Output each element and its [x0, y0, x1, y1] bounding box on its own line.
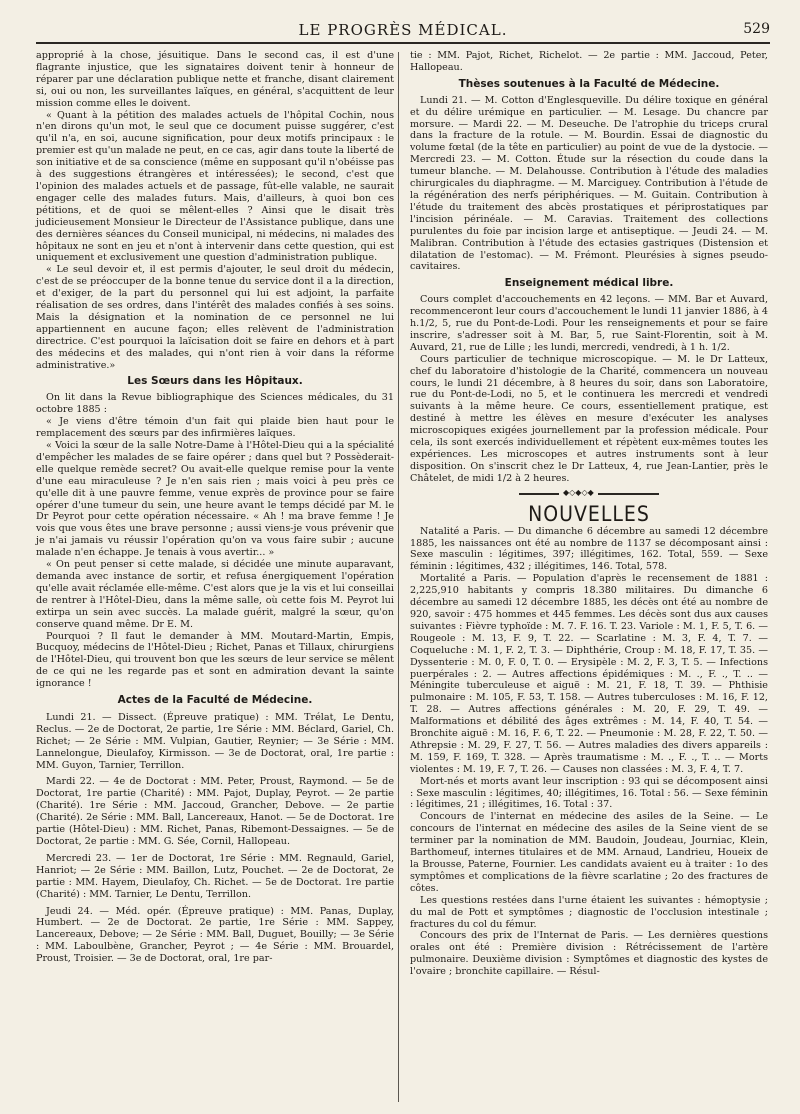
paragraph: « Voici la sœur de la salle Notre-Dame à l'Hôtel-Dieu qui a la spécialité d'empêcher les malades de se faire opérer ; dans quel but ? Possèderait-elle quelque remède secret? Ou avait-elle quelque remise pour la vente d'une eau miraculeuse ? Je n'en sais rien ; mais voici à peu près ce qu'elle dit à une pauvre femme, venue exprès de province pour se faire opérer d'une tumeur du sein, une heure avant le temps décidé par M. le Dr Peyrot pour cette opération nécessaire. « Ah ! ma brave femme ! Je vois que vous êtes une brave personne ; aussi viens-je vous prévenir que je n'ai jamais vu réussir l'opération qu'on va vous faire subir ; aucune malade n'en échappe. Je tenais à vous avertir... » — [36, 440, 394, 559]
paragraph: Cours particulier de technique microscopique. — M. le Dr Latteux, chef du laboratoire d'histologie de la Charité, commencera un nouveau cours, le lundi 21 décembre, à 8 heures du soir, dans son Laboratoire, rue du Pont-de-Lodi, no 5, et le continuera les mercredi et vendredi suivants à la même heure. Ce cours, essentiellement pratique, est destiné à mettre les élèves en mesure d'exécuter les analyses microscopiques exigées journellement par la profession médicale. Pour cela, ils sont exercés individuellement et répètent eux-mêmes toutes les expériences. Les microscopes et autres instruments sont à leur disposition. On s'inscrit chez le Dr Latteux, 4, rue Jean-Lantier, près le Châtelet, de midi 1/2 à 2 heures. — [410, 353, 768, 484]
section-heading-theses: Thèses soutenues à la Faculté de Médecine. — [458, 77, 720, 90]
news-item: Concours des prix de l'Internat de Paris. — Les dernières questions orales ont été : Première division : Rétrécissement de l'artère pulmonaire. Deuxième division : Symptômes et diagnostic des kystes de l'ovaire ; bronchite capillaire. — Résul- — [410, 930, 768, 978]
section-heading-actes: Actes de la Faculté de Médecine. — [117, 694, 313, 707]
column-divider — [398, 52, 399, 1102]
paragraph: On lit dans la Revue bibliographique des Sciences médicales, du 31 octobre 1885 : — [36, 392, 394, 416]
paragraph: « Quant à la pétition des malades actuels de l'hôpital Cochin, nous n'en dirons qu'un mot, le seul que ce document puisse suggérer, c'est qu'il n'a, en soi, aucune signification, pour deux motifs principaux : le premier est qu'un malade ne peut, en ce cas, agir dans toute la liberté de son initiative et de sa conscience (même en supposant qu'il n'obéisse pas à des suggestions étrangères et intéressées); le second, c'est que l'opinion des malades actuels et de passage, fût-elle valable, ne saurait engager celle des malades futurs. Mais, d'ailleurs, à quoi bon ces pétitions, et de quoi se mêlent-elles ? Ainsi que le disait très judicieusement Monsieur le Directeur de l'Assistance publique, dans une des dernières séances du Conseil municipal, ni médecins, ni malades des hôpitaux ne sont en jeu et n'ont à intervenir dans cette question, qui est uniquement et exclusivement une question d'administration publique. — [36, 109, 394, 264]
news-item: Les questions restées dans l'urne étaient les suivantes : hémoptysie ; du mal de Pott et symptômes ; diagnostic de l'occlusion intestinale ; fractures du col du fémur. — [410, 894, 768, 930]
section-heading-nouvelles: NOUVELLES — [528, 501, 650, 526]
news-item: Natalité a Paris. — Du dimanche 6 décembre au samedi 12 décembre 1885, les naissances ont été au nombre de 1137 se décomposant ainsi : Sexe masculin : légitimes, 397; illégitimes, 162. Total, 559. — Sexe féminin : légitimes, 432 ; illégitimes, 146. Total, 578. — [410, 525, 768, 573]
exam-entry: Mercredi 23. — 1er de Doctorat, 1re Série : MM. Regnauld, Gariel, Hanriot; — 2e Série : MM. Baillon, Lutz, Pouchet. — 2e de Doctorat, 2e partie : MM. Hayem, Dieulafoy, Ch. Richet. — 5e de Doctorat. 1re partie (Charité) : MM. Tarnier, Le Dentu, Terrillon. — [36, 852, 394, 900]
paragraph: Pourquoi ? Il faut le demander à MM. Moutard-Martin, Empis, Bucquoy, médecins de l'Hôtel-Dieu ; Richet, Panas et Tillaux, chirurgiens de l'Hôtel-Dieu, qui trouvent bon que les sœurs de leur service se mêlent de ce qui ne les regarde pas et sont en admiration devant la sainte ignorance ! — [36, 630, 394, 690]
exam-entry: Jeudi 24. — Méd. opér. (Épreuve pratique) : MM. Panas, Duplay, Humbert. — 2e de Doctorat. 2e partie, 1re Série : MM. Sappey, Lancereaux, Debove; — 2e Série : MM. Ball, Duguet, Bouilly; — 3e Série : MM. Laboulbène, Grancher, Peyrot ; — 4e Série : MM. Brouardel, Proust, Troisier. — 3e de Doctorat, oral, 1re par- — [36, 905, 394, 965]
paragraph: approprié à la chose, jésuitique. Dans le second cas, il est d'une flagrante injustice, que les signataires doivent tenir à honneur de réparer par une déclaration publique nette et franche, disant clairement si, oui ou non, les surveillantes laïques, en général, s'acquittent de leur mission comme elles le doivent. — [36, 50, 394, 109]
left-column — [36, 50, 394, 965]
exam-entry: Mardi 22. — 4e de Doctorat : MM. Peter, Proust, Raymond. — 5e de Doctorat, 1re partie (Charité) : MM. Pajot, Duplay, Peyrot. — 2e partie (Charité). 1re Série : MM. Jaccoud, Grancher, Debove. — 2e partie (Charité). 2e Série : MM. Ball, Lancereaux, Hanot. — 5e de Doctorat. 1re partie (Hôtel-Dieu) : MM. Richet, Panas, Ribemont-Dessaignes. — 5e de Doctorat, 2e partie : MM. G. Sée, Cornil, Hallopeau. — [36, 776, 394, 847]
paragraph: « On peut penser si cette malade, si décidée une minute auparavant, demanda avec instance de sortir, et refusa énergiquement l'opération qu'elle avait réclamée elle-même. C'est alors que je la vis et lui conseillai de rentrer à l'Hôtel-Dieu, dans la même salle, où cette fois M. Peyrot lui extirpa un sein avec succès. La malade guérit, malgré la sœur, qu'on conserve quand même. Dr E. M. — [36, 559, 394, 630]
page-header — [36, 18, 770, 44]
paragraph: « Je viens d'être témoin d'un fait qui plaide bien haut pour le remplacement des sœurs par des infirmières laïques. — [36, 416, 394, 440]
paragraph: « Le seul devoir et, il est permis d'ajouter, le seul droit du médecin, c'est de se préoccuper de la bonne tenue du service dont il a la direction, et d'exiger, de la part du personnel qui lui est adjoint, la parfaite réalisation de ses ordres, dans l'intérêt des malades confiés à ses soins. Mais la désignation et la nomination de ce personnel ne lui appartiennent en aucune façon; elles relèvent de l'administration directrice. C'est pourquoi la laïcisation doit se faire en dehors et à part des médecins et des malades, qui n'ont rien à voir dans la réforme administrative.» — [36, 264, 394, 371]
news-item: Mort-nés et morts avant leur inscription : 93 qui se décomposent ainsi : Sexe masculin : légitimes, 40; illégitimes, 16. Total : 56. — Sexe féminin : légitimes, 21 ; illégitimes, 16. Total : 37. — [410, 775, 768, 811]
ornament-divider — [519, 493, 659, 503]
paragraph: Cours complet d'accouchements en 42 leçons. — MM. Bar et Auvard, recommenceront leur cours d'accouchement le lundi 11 janvier 1886, à 4 h.1/2, 5, rue du Pont-de-Lodi. Pour les renseignements et pour se faire inscrire, s'adresser soit à M. Bar, 5, rue Saint-Florentin, soit à M. Auvard, 21, rue de Lille ; les lundi, mercredi, vendredi, à 1 h. 1/2. — [410, 294, 768, 353]
paragraph: tie : MM. Pajot, Richet, Richelot. — 2e partie : MM. Jaccoud, Peter, Hallopeau. — [410, 50, 768, 73]
paragraph: Lundi 21. — M. Cotton d'Englesqueville. Du délire toxique en général et du délire urémique en particulier. — M. Lesage. Du chancre par morsure. — Mardi 22. — M. Deseuche. De l'atrophie du triceps crural dans la fracture de la rotule. — M. Bourdin. Essai de diagnostic du volume fœtal (de la tête en particulier) au point de vue de la dystocie. — Mercredi 23. — M. Cotton. Étude sur la résection du coude dans la tumeur blanche. — M. Delahousse. Contribution à l'étude des maladies chirurgicales du diaphragme. — M. Marciguey. Contribution à l'étude de la régénération des nerfs périphériques. — M. Guitain. Contribution à l'étude du traitement des abcès prostatiques et périprostatiques par l'incision périnéale. — M. Caravias. Traitement des collections purulentes du foie par incision large et antiseptique. — Jeudi 24. — M. Malibran. Contribution à l'étude des ectasies gastriques (Distension et dilatation de l'estomac). — M. Frémont. Pleurésies à signes pseudo-cavitaires. — [410, 94, 768, 273]
journal-title: LE PROGRÈS MÉDICAL. — [298, 21, 508, 39]
news-item: Concours de l'internat en médecine des asiles de la Seine. — Le concours de l'internat en médecine des asiles de la Seine vient de se terminer par la nomination de MM. Baudoin, Joudeau, Journiac, Klein, Barthomeuf, internes titulaires et de MM. Arnaud, Landrieu, Houeix de la Brousse, Paterne, Fournier. Les candidats avaient eu à traiter : 1o des symptômes et complications de la fièvre scarlatine ; 2o des fractures de côtes. — [410, 811, 768, 894]
section-heading-soeurs: Les Sœurs dans les Hôpitaux. — [127, 375, 303, 388]
section-heading-enseignement: Enseignement médical libre. — [504, 277, 674, 290]
news-item: Mortalité a Paris. — Population d'après le recensement de 1881 : 2,225,910 habitants y compris 18.380 militaires. Du dimanche 6 décembre au samedi 12 décembre 1885, les décès ont été au nombre de 920, savoir : 475 hommes et 445 femmes. Les décès sont dus aux causes suivantes : Fièvre typhoïde : M. 7. F. 16. T. 23. Variole : M. 1, F. 5, T. 6. — Rougeole : M. 13, F. 9, T. 22. — Scarlatine : M. 3, F. 4, T. 7. — Coqueluche : M. 1, F. 2, T. 3. — Diphthérie, Croup : M. 18, F. 17, T. 35. — Dyssenterie : M. 0, F. 0, T. 0. — Erysipèle : M. 2, F. 3, T. 5. — Infections puerpérales : 2. — Autres affections épidémiques : M. ., F. ., T. .. — Méningite tuberculeuse et aiguë : M. 21, F. 18, T. 39. — Phthisie pulmonaire : M. 105, F. 53, T. 158. — Autres tuberculoses : M. 16, F. 12, T. 28. — Autres affections générales : M. 20, F. 29, T. 49. — Malformations et débilité des âges extrêmes : M. 14, F. 40, T. 54. — Bronchite aiguë : M. 16, F. 6, T. 22. — Pneumonie : M. 28, F. 22, T. 50. — Athrepsie : M. 29, F. 27, T. 56. — Autres maladies des divers appareils : M. 159, F. 169, T. 328. — Après traumatisme : M. ., F. ., T. .. — Morts violentes : M. 19, F. 7, T. 26. — Causes non classées : M. 3, F. 4, T. 7. — [410, 573, 768, 775]
exam-entry: Lundi 21. — Dissect. (Épreuve pratique) : MM. Trélat, Le Dentu, Reclus. — 2e de Doctorat, 2e partie, 1re Série : MM. Béclard, Gariel, Ch. Richet; — 2e Série : MM. Vulpian, Gautier, Reynier; — 3e Série : MM. Lannelongue, Dieulafoy, Kirmisson. — 3e de Doctorat, oral, 1re partie : MM. Guyon, Tarnier, Terrillon. — [36, 711, 394, 771]
right-column — [410, 50, 768, 978]
page-number: 529 — [743, 21, 770, 37]
